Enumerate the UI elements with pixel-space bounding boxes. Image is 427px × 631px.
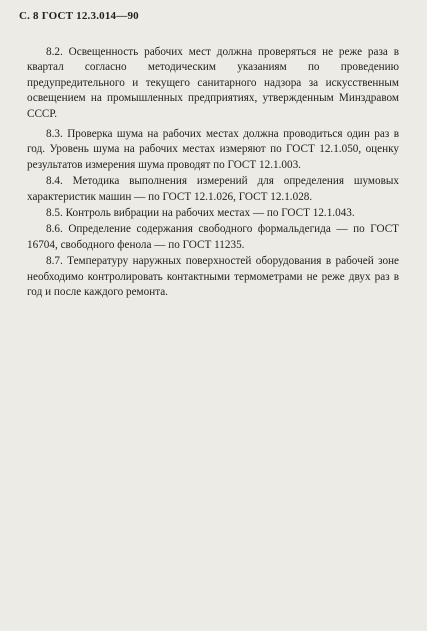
paragraph-8-4: 8.4. Методика выполнения измерений для определения шумовых характеристик машин — по ГОСТ 12.1.026, ГОСТ 12.1.028. — [27, 175, 399, 203]
paragraph-8-2: 8.2. Освещенность рабочих мест должна проверяться не реже раза в квартал согласно методическим указаниям по проведению предупредительного и текущего санитарного надзора за искусственным освещением на промышленных предприятиях, утвержденным Минздравом СССР. — [27, 46, 399, 120]
paragraph-8-7: 8.7. Температуру наружных поверхностей оборудования в рабочей зоне необходимо контролировать контактными термометрами не реже двух раз в год и после каждого ремонта. — [27, 255, 399, 299]
paragraph-8-6: 8.6. Определение содержания свободного формальдегида — по ГОСТ 16704, свободного фенола — по ГОСТ 11235. — [27, 223, 399, 251]
page-header: С. 8 ГОСТ 12.3.014—90 — [19, 10, 139, 22]
paragraph-8-3: 8.3. Проверка шума на рабочих местах должна проводиться один раз в год. Уровень шума на рабочих местах измеряют по ГОСТ 12.1.050, оценку результатов измерения шума проводят по ГОСТ 12.1.003. — [27, 128, 399, 171]
paragraph-8-5: 8.5. Контроль вибрации на рабочих местах — по ГОСТ 12.1.043. — [46, 207, 355, 220]
document-body — [27, 45, 399, 302]
